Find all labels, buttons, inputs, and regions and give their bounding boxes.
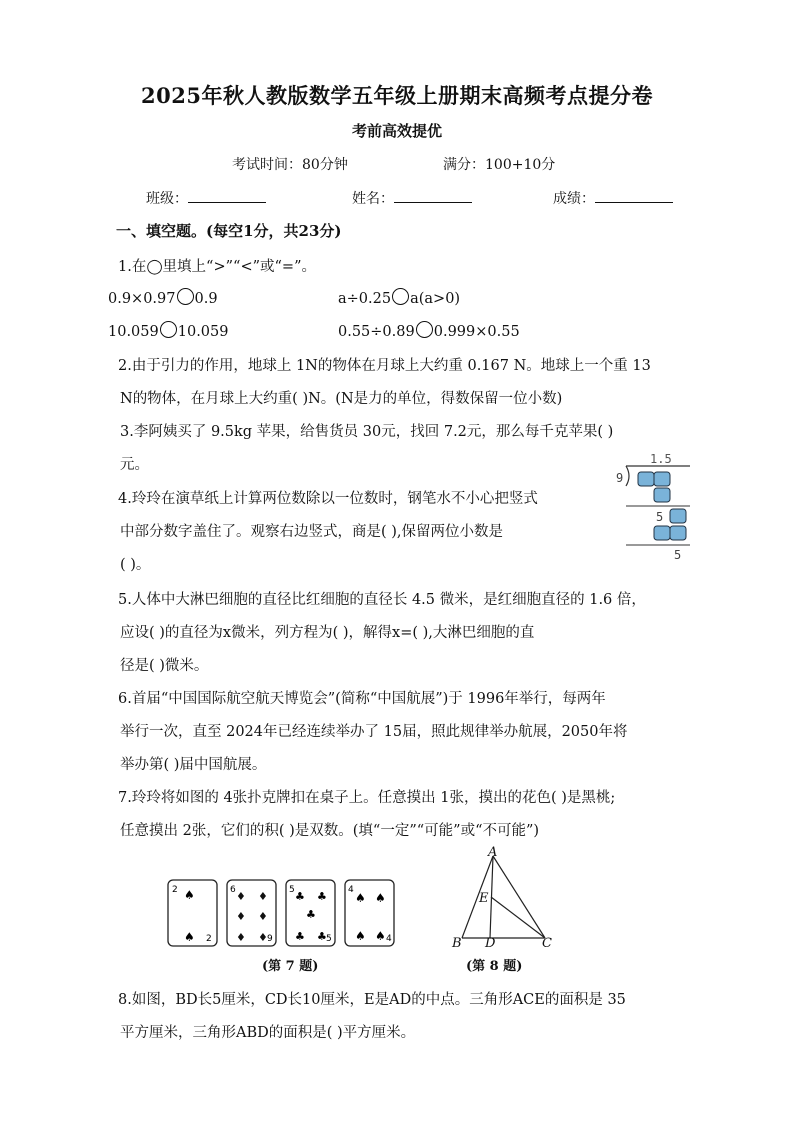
label-b: B: [452, 936, 462, 950]
card-rank: 6: [230, 885, 236, 895]
q1-c-right: 10.059: [177, 324, 229, 340]
q1-d-left: 0.55÷0.89: [338, 324, 415, 340]
q4-quotient: 1.5: [650, 452, 672, 466]
q8-caption: (第 8 题): [466, 959, 523, 974]
q7-cards-figure: [166, 878, 400, 950]
q3-line1: 3.李阿姨买了 9.5kg 苹果，给售货员 30元，找回 7.2元，那么每千克苹果( ): [120, 424, 614, 440]
name-label: 姓名：: [352, 191, 394, 207]
q5-line3: 径是( )微米。: [120, 658, 209, 674]
diamond-icon: ♦: [236, 931, 246, 944]
class-field: [146, 188, 266, 208]
q1-b-left: a÷0.25: [338, 291, 392, 307]
class-blank[interactable]: [188, 188, 266, 203]
name-blank[interactable]: [394, 188, 472, 203]
diamond-icon: ♦: [258, 890, 268, 903]
card-rank: 2: [172, 885, 178, 895]
q7-caption: (第 7 题): [262, 959, 319, 974]
score-blank[interactable]: [595, 188, 673, 203]
club-icon: ♣: [295, 890, 305, 903]
triangle-lines: [462, 856, 545, 938]
compare-circle[interactable]: [177, 288, 194, 305]
q1-d-right: 0.999×0.55: [433, 324, 520, 340]
compare-circle[interactable]: [160, 321, 177, 338]
q1-a-left: 0.9×0.97: [108, 291, 176, 307]
card-rank: 9: [267, 934, 273, 944]
score-field: [553, 188, 673, 208]
card-rank: 5: [289, 885, 295, 895]
diamond-icon: ♦: [258, 910, 268, 923]
page-title: 2025年秋人教版数学五年级上册期末高频考点提分卷: [141, 83, 653, 108]
q1-a-right: 0.9: [194, 291, 218, 307]
card-rank: 2: [206, 934, 212, 944]
q2-line2: N的物体，在月球上大约重( )N。(N是力的单位，得数保留一位小数): [120, 391, 563, 407]
q1-item-b: [338, 288, 460, 307]
name-field: [352, 188, 472, 208]
card-rank: 5: [326, 934, 332, 944]
q1-stem: 1.在◯里填上“>”“<”或“=”。: [118, 259, 316, 275]
playing-card: [168, 880, 217, 946]
q6-line1: 6.首届“中国国际航空航天博览会”(简称“中国航展”)于 1996年举行，每两年: [118, 691, 606, 707]
q5-line1: 5.人体中大淋巴细胞的直径比红细胞的直径长 4.5 微米，是红细胞直径的 1.6 倍，: [118, 592, 646, 608]
diamond-icon: ♦: [236, 890, 246, 903]
q1-b-right: a(a>0): [410, 291, 461, 307]
q1-item-a: [108, 288, 218, 307]
club-icon: ♣: [306, 908, 316, 921]
compare-circle[interactable]: [392, 288, 409, 305]
q1-item-c: [108, 321, 229, 340]
spade-icon: ♠: [355, 929, 366, 943]
label-c: C: [542, 936, 552, 950]
label-d: D: [485, 936, 496, 950]
score-label: 成绩：: [553, 191, 595, 207]
q5-line2: 应设( )的直径为x微米，列方程为( )，解得x=( ),大淋巴细胞的直: [120, 625, 535, 641]
class-label: 班级：: [146, 191, 188, 207]
q4-line2: 中部分数字盖住了。观察右边竖式，商是( ),保留两位小数是: [120, 524, 504, 540]
q7-line2: 任意摸出 2张，它们的积( )是双数。(填“一定”“可能”或“不可能”): [120, 823, 540, 839]
spade-icon: ♠: [375, 929, 386, 943]
q1-item-d: [338, 321, 520, 340]
q8-triangle-figure: [448, 846, 566, 950]
ink-blot-icon: [654, 526, 686, 540]
card-rank: 4: [386, 934, 392, 944]
spade-icon: ♠: [375, 891, 386, 905]
q4-division-figure: [608, 448, 694, 566]
spade-icon: ♠: [184, 930, 195, 944]
q4-line3: ( )。: [120, 557, 151, 573]
q6-line2: 举行一次，直至 2024年已经连续举办了 15届，照此规律举办航展，2050年将: [120, 724, 628, 740]
label-a: A: [488, 846, 498, 860]
full-marks: 满分：100+10分: [443, 157, 556, 173]
ink-blot-icon: [654, 488, 670, 502]
q8-line2: 平方厘米，三角形ABD的面积是( )平方厘米。: [120, 1025, 416, 1041]
q4-divisor: 9: [616, 471, 624, 485]
exam-time: 考试时间：80分钟: [232, 157, 348, 173]
spade-icon: ♠: [184, 888, 195, 902]
division-bracket: [626, 466, 629, 486]
q2-line1: 2.由于引力的作用，地球上 1N的物体在月球上大约重 0.167 N。地球上一个重 13: [118, 358, 651, 374]
club-icon: ♣: [317, 890, 327, 903]
q6-line3: 举办第( )届中国航展。: [120, 757, 267, 773]
club-icon: ♣: [295, 930, 305, 943]
club-icon: ♣: [317, 930, 327, 943]
q7-line1: 7.玲玲将如图的 4张扑克牌扣在桌子上。任意摸出 1张，摸出的花色( )是黑桃;: [118, 790, 616, 806]
label-e: E: [479, 891, 489, 906]
section-heading: 一、填空题。(每空1分，共23分): [116, 222, 342, 240]
q4-digit-b: 5: [674, 548, 682, 562]
ink-blot-icon: [638, 472, 670, 486]
spade-icon: ♠: [355, 891, 366, 905]
q4-line1: 4.玲玲在演草纸上计算两位数除以一位数时，钢笔水不小心把竖式: [118, 491, 538, 507]
playing-card: [227, 880, 276, 946]
compare-circle[interactable]: [416, 321, 433, 338]
q4-digit-a: 5: [656, 510, 664, 524]
playing-card: [345, 880, 394, 946]
playing-card: [286, 880, 335, 946]
page-subtitle: 考前高效提优: [351, 122, 442, 140]
q3-line2: 元。: [120, 457, 149, 473]
card-rank: 4: [348, 885, 354, 895]
diamond-icon: ♦: [236, 910, 246, 923]
ink-blot-icon: [670, 509, 686, 523]
q1-c-left: 10.059: [108, 324, 159, 340]
diamond-icon: ♦: [258, 931, 268, 944]
q8-line1: 8.如图，BD长5厘米，CD长10厘米，E是AD的中点。三角形ACE的面积是 35: [118, 992, 626, 1008]
